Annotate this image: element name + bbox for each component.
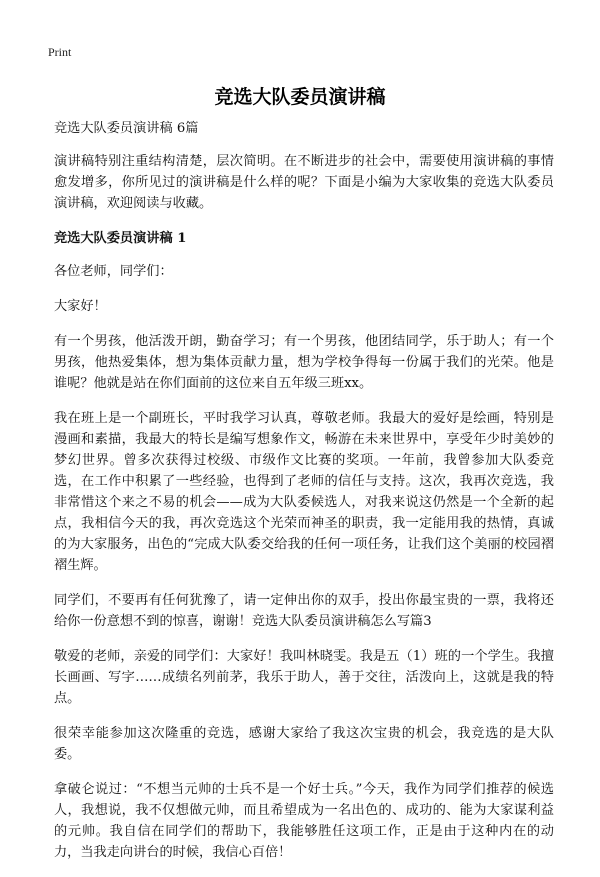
body-paragraph: 同学们，不要再有任何犹豫了，请一定伸出你的双手，投出你最宝贵的一票，我将还给你一份意想不到的惊喜，谢谢！竞选大队委员演讲稿怎么写篇3 [54, 593, 554, 629]
section-heading: 竞选大队委员演讲稿 1 [54, 231, 187, 246]
body-paragraph: 敬爱的老师，亲爱的同学们：大家好！我叫林晓雯。我是五（1）班的一个学生。我擅长画画、写字……成绩名列前茅，我乐于助人，善于交往，活泼向上，这就是我的特点。 [54, 649, 554, 706]
print-label: Print [48, 45, 72, 59]
hello-line: 大家好！ [54, 299, 107, 314]
greeting-line: 各位老师，同学们： [54, 264, 173, 279]
body-paragraph: 拿破仑说过：“不想当元帅的士兵不是一个好士兵。”今天，我作为同学们推荐的候选人，我想说，我不仅想做元帅，而且希望成为一名出色的、成功的、能为大家谋利益的元帅。我自信在同学们的帮助下，我能够胜任这项工作，正是由于这种内在的动力，当我走向讲台的时候，我信心百倍！ [54, 782, 554, 860]
document-subtitle: 竞选大队委员演讲稿 6篇 [54, 121, 199, 136]
intro-paragraph: 演讲稿特别注重结构清楚，层次简明。在不断进步的社会中，需要使用演讲稿的事情愈发增多，你所见过的演讲稿是什么样的呢？下面是小编为大家收集的竞选大队委员演讲稿，欢迎阅读与收藏。 [54, 154, 554, 211]
body-paragraph: 我在班上是一个副班长，平时我学习认真，尊敬老师。我最大的爱好是绘画，特别是漫画和素描，我最大的特长是编写想象作文，畅游在未来世界中，享受年少时美妙的梦幻世界。曾多次获得过校级、市级作文比赛的奖项。一年前，我曾参加大队委竞选，在工作中积累了一些经验，也得到了老师的信任与支持。这次，我再次竞选，我非常惜这个来之不易的机会——成为大队委候选人，对我来说这仍然是一个全新的起点，我相信今天的我，再次竞选这个光荣而神圣的职责，我一定能用我的热情，真诚的为大家服务，出色的“完成大队委交给我的任何一项任务，让我们这个美丽的校园褶褶生辉。 [54, 411, 554, 573]
body-paragraph: 很荣幸能参加这次隆重的竞选，感谢大家给了我这次宝贵的机会，我竞选的是大队委。 [54, 726, 554, 762]
document-title: 竞选大队委员演讲稿 [214, 86, 386, 108]
body-paragraph: 有一个男孩，他活泼开朗，勤奋学习；有一个男孩，他团结同学，乐于助人；有一个男孩，他热爱集体，想为集体贡献力量，想为学校争得每一份属于我们的光荣。他是谁呢？他就是站在你们面前的这位来自五年级三班xx。 [54, 334, 554, 391]
document-body [54, 118, 554, 877]
